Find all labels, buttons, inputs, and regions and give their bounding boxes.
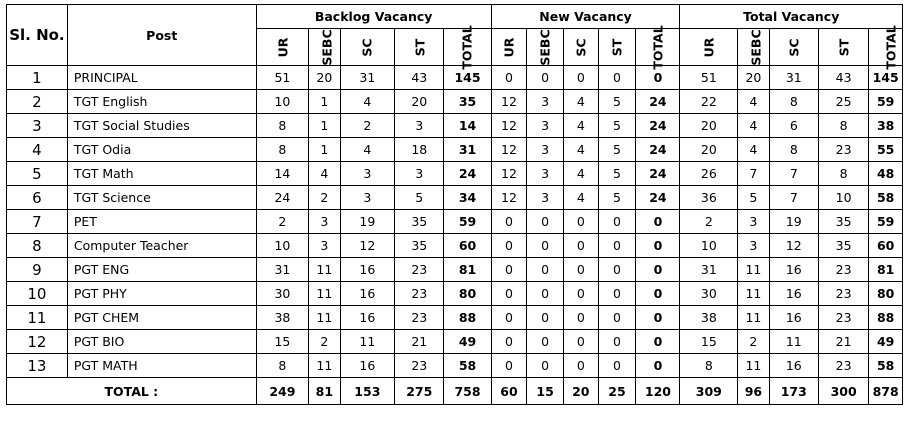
value-cell-b-sc: 16 bbox=[340, 282, 395, 306]
sub-header-label: SEBC bbox=[537, 28, 553, 66]
sub-header-label: UR bbox=[701, 37, 717, 57]
total-cell-n-sebc: 15 bbox=[527, 378, 564, 405]
post-cell: PRINCIPAL bbox=[67, 66, 256, 90]
value-cell-b-total: 80 bbox=[444, 282, 491, 306]
total-cell-t-sebc: 96 bbox=[738, 378, 769, 405]
value-cell-t-total: 48 bbox=[869, 162, 903, 186]
value-cell-b-sebc: 11 bbox=[309, 354, 340, 378]
post-cell: PGT BIO bbox=[67, 330, 256, 354]
value-cell-t-sc: 19 bbox=[769, 210, 818, 234]
value-cell-t-sc: 16 bbox=[769, 354, 818, 378]
value-cell-t-total: 58 bbox=[869, 354, 903, 378]
value-cell-t-sebc: 3 bbox=[738, 234, 769, 258]
value-cell-n-sc: 0 bbox=[563, 354, 598, 378]
post-cell: TGT Math bbox=[67, 162, 256, 186]
post-cell: PET bbox=[67, 210, 256, 234]
total-cell-n-st: 25 bbox=[598, 378, 636, 405]
value-cell-t-total: 60 bbox=[869, 234, 903, 258]
value-cell-n-total: 0 bbox=[636, 306, 680, 330]
total-cell-n-sc: 20 bbox=[563, 378, 598, 405]
value-cell-n-st: 0 bbox=[598, 258, 636, 282]
sub-header-n-sebc bbox=[527, 29, 564, 66]
value-cell-n-sebc: 0 bbox=[527, 306, 564, 330]
sub-header-n-total bbox=[636, 24, 680, 70]
value-cell-b-ur: 38 bbox=[256, 306, 308, 330]
value-cell-t-sc: 16 bbox=[769, 306, 818, 330]
value-cell-b-st: 43 bbox=[395, 66, 444, 90]
value-cell-b-st: 5 bbox=[395, 186, 444, 210]
value-cell-t-ur: 20 bbox=[680, 114, 738, 138]
sl-no-cell: 8 bbox=[7, 234, 68, 258]
sl-no-header: Sl. No. bbox=[7, 5, 68, 66]
table-row bbox=[7, 90, 903, 114]
value-cell-b-ur: 15 bbox=[256, 330, 308, 354]
value-cell-b-ur: 8 bbox=[256, 138, 308, 162]
value-cell-b-sebc: 20 bbox=[309, 66, 340, 90]
value-cell-b-total: 60 bbox=[444, 234, 491, 258]
total-cell-t-total: 878 bbox=[869, 378, 903, 405]
value-cell-t-ur: 2 bbox=[680, 210, 738, 234]
table-row bbox=[7, 66, 903, 90]
value-cell-t-st: 23 bbox=[818, 354, 868, 378]
value-cell-n-st: 5 bbox=[598, 138, 636, 162]
value-cell-t-sebc: 3 bbox=[738, 210, 769, 234]
value-cell-b-st: 3 bbox=[395, 114, 444, 138]
value-cell-t-sebc: 11 bbox=[738, 282, 769, 306]
value-cell-b-total: 145 bbox=[444, 66, 491, 90]
value-cell-b-total: 35 bbox=[444, 90, 491, 114]
value-cell-b-st: 23 bbox=[395, 258, 444, 282]
post-cell: PGT CHEM bbox=[67, 306, 256, 330]
value-cell-n-sc: 4 bbox=[563, 90, 598, 114]
total-cell-t-st: 300 bbox=[818, 378, 868, 405]
value-cell-n-sc: 0 bbox=[563, 210, 598, 234]
value-cell-n-ur: 12 bbox=[491, 114, 527, 138]
sub-header-b-st bbox=[395, 29, 444, 66]
value-cell-b-sebc: 1 bbox=[309, 138, 340, 162]
sub-header-label: ST bbox=[609, 38, 625, 56]
value-cell-n-st: 5 bbox=[598, 114, 636, 138]
value-cell-n-sebc: 3 bbox=[527, 90, 564, 114]
value-cell-n-sebc: 0 bbox=[527, 282, 564, 306]
value-cell-n-ur: 0 bbox=[491, 330, 527, 354]
value-cell-t-sc: 16 bbox=[769, 258, 818, 282]
value-cell-b-st: 23 bbox=[395, 282, 444, 306]
vacancy-table bbox=[6, 4, 903, 405]
post-cell: TGT Odia bbox=[67, 138, 256, 162]
total-row bbox=[7, 378, 903, 405]
value-cell-t-sebc: 4 bbox=[738, 90, 769, 114]
value-cell-t-sc: 7 bbox=[769, 186, 818, 210]
value-cell-t-ur: 31 bbox=[680, 258, 738, 282]
sub-header-label: TOTAL bbox=[460, 24, 476, 70]
value-cell-n-ur: 0 bbox=[491, 354, 527, 378]
table-row bbox=[7, 210, 903, 234]
value-cell-b-sebc: 11 bbox=[309, 258, 340, 282]
sub-header-n-ur bbox=[491, 29, 527, 66]
table-row bbox=[7, 306, 903, 330]
value-cell-n-total: 24 bbox=[636, 138, 680, 162]
value-cell-b-st: 18 bbox=[395, 138, 444, 162]
value-cell-n-st: 0 bbox=[598, 354, 636, 378]
sub-header-label: TOTAL bbox=[651, 24, 667, 70]
post-cell: TGT Social Studies bbox=[67, 114, 256, 138]
value-cell-b-sebc: 4 bbox=[309, 162, 340, 186]
table-row bbox=[7, 330, 903, 354]
sub-header-label: SC bbox=[573, 37, 589, 57]
value-cell-b-st: 23 bbox=[395, 306, 444, 330]
value-cell-b-ur: 51 bbox=[256, 66, 308, 90]
value-cell-n-ur: 0 bbox=[491, 210, 527, 234]
sl-no-cell: 4 bbox=[7, 138, 68, 162]
backlog-vacancy-header: Backlog Vacancy bbox=[256, 5, 491, 29]
value-cell-t-ur: 51 bbox=[680, 66, 738, 90]
value-cell-t-total: 58 bbox=[869, 186, 903, 210]
value-cell-n-sc: 0 bbox=[563, 234, 598, 258]
value-cell-t-total: 80 bbox=[869, 282, 903, 306]
table-row bbox=[7, 186, 903, 210]
total-cell-n-total: 120 bbox=[636, 378, 680, 405]
value-cell-t-sebc: 4 bbox=[738, 114, 769, 138]
value-cell-t-st: 8 bbox=[818, 114, 868, 138]
value-cell-t-st: 25 bbox=[818, 90, 868, 114]
value-cell-n-sc: 0 bbox=[563, 258, 598, 282]
post-cell: PGT PHY bbox=[67, 282, 256, 306]
value-cell-n-total: 0 bbox=[636, 66, 680, 90]
value-cell-n-total: 0 bbox=[636, 258, 680, 282]
value-cell-b-sc: 16 bbox=[340, 306, 395, 330]
value-cell-t-ur: 26 bbox=[680, 162, 738, 186]
value-cell-b-total: 59 bbox=[444, 210, 491, 234]
value-cell-t-sc: 7 bbox=[769, 162, 818, 186]
value-cell-n-sc: 4 bbox=[563, 186, 598, 210]
value-cell-n-ur: 12 bbox=[491, 162, 527, 186]
value-cell-n-sebc: 0 bbox=[527, 330, 564, 354]
sub-header-b-ur bbox=[256, 29, 308, 66]
sub-header-n-sc bbox=[563, 29, 598, 66]
value-cell-t-st: 8 bbox=[818, 162, 868, 186]
table-row bbox=[7, 234, 903, 258]
value-cell-b-total: 49 bbox=[444, 330, 491, 354]
value-cell-b-sc: 2 bbox=[340, 114, 395, 138]
value-cell-t-sebc: 2 bbox=[738, 330, 769, 354]
value-cell-n-sebc: 3 bbox=[527, 186, 564, 210]
sub-header-label: SEBC bbox=[319, 28, 335, 66]
value-cell-b-st: 21 bbox=[395, 330, 444, 354]
post-cell: Computer Teacher bbox=[67, 234, 256, 258]
total-cell-n-ur: 60 bbox=[491, 378, 527, 405]
value-cell-b-sebc: 3 bbox=[309, 210, 340, 234]
value-cell-b-sebc: 2 bbox=[309, 330, 340, 354]
value-cell-n-total: 24 bbox=[636, 186, 680, 210]
value-cell-b-sebc: 11 bbox=[309, 282, 340, 306]
value-cell-n-sebc: 0 bbox=[527, 234, 564, 258]
sub-header-t-sebc bbox=[738, 29, 769, 66]
sub-header-label: SEBC bbox=[748, 28, 764, 66]
total-cell-t-ur: 309 bbox=[680, 378, 738, 405]
value-cell-t-total: 38 bbox=[869, 114, 903, 138]
value-cell-t-total: 145 bbox=[869, 66, 903, 90]
value-cell-b-ur: 10 bbox=[256, 234, 308, 258]
value-cell-n-sc: 0 bbox=[563, 66, 598, 90]
value-cell-b-ur: 14 bbox=[256, 162, 308, 186]
value-cell-b-sc: 3 bbox=[340, 162, 395, 186]
value-cell-n-total: 24 bbox=[636, 162, 680, 186]
value-cell-n-total: 0 bbox=[636, 330, 680, 354]
value-cell-b-total: 81 bbox=[444, 258, 491, 282]
value-cell-n-total: 0 bbox=[636, 234, 680, 258]
value-cell-n-sc: 4 bbox=[563, 114, 598, 138]
table-body bbox=[7, 66, 903, 405]
sl-no-cell: 3 bbox=[7, 114, 68, 138]
value-cell-n-sc: 0 bbox=[563, 282, 598, 306]
value-cell-b-total: 24 bbox=[444, 162, 491, 186]
value-cell-b-st: 35 bbox=[395, 210, 444, 234]
total-cell-b-st: 275 bbox=[395, 378, 444, 405]
value-cell-n-sc: 0 bbox=[563, 330, 598, 354]
value-cell-t-sebc: 11 bbox=[738, 354, 769, 378]
post-cell: TGT Science bbox=[67, 186, 256, 210]
value-cell-n-total: 24 bbox=[636, 90, 680, 114]
sub-header-t-sc bbox=[769, 29, 818, 66]
value-cell-t-st: 43 bbox=[818, 66, 868, 90]
value-cell-t-ur: 15 bbox=[680, 330, 738, 354]
value-cell-n-ur: 0 bbox=[491, 234, 527, 258]
value-cell-n-total: 24 bbox=[636, 114, 680, 138]
value-cell-b-total: 34 bbox=[444, 186, 491, 210]
sub-header-label: SC bbox=[786, 37, 802, 57]
value-cell-b-total: 14 bbox=[444, 114, 491, 138]
new-vacancy-header: New Vacancy bbox=[491, 5, 680, 29]
value-cell-b-st: 3 bbox=[395, 162, 444, 186]
sl-no-cell: 10 bbox=[7, 282, 68, 306]
sl-no-cell: 2 bbox=[7, 90, 68, 114]
post-cell: PGT MATH bbox=[67, 354, 256, 378]
total-cell-b-sc: 153 bbox=[340, 378, 395, 405]
value-cell-n-ur: 0 bbox=[491, 282, 527, 306]
value-cell-n-sebc: 3 bbox=[527, 138, 564, 162]
value-cell-t-ur: 36 bbox=[680, 186, 738, 210]
value-cell-t-ur: 38 bbox=[680, 306, 738, 330]
value-cell-n-st: 0 bbox=[598, 210, 636, 234]
sl-no-cell: 11 bbox=[7, 306, 68, 330]
value-cell-t-sebc: 5 bbox=[738, 186, 769, 210]
value-cell-n-sebc: 3 bbox=[527, 114, 564, 138]
value-cell-n-st: 0 bbox=[598, 330, 636, 354]
value-cell-b-st: 23 bbox=[395, 354, 444, 378]
value-cell-n-sebc: 0 bbox=[527, 210, 564, 234]
value-cell-n-st: 0 bbox=[598, 306, 636, 330]
table-row bbox=[7, 258, 903, 282]
value-cell-t-sc: 8 bbox=[769, 138, 818, 162]
sub-header-label: TOTAL bbox=[883, 24, 899, 70]
value-cell-t-ur: 10 bbox=[680, 234, 738, 258]
value-cell-n-st: 5 bbox=[598, 186, 636, 210]
value-cell-t-st: 23 bbox=[818, 138, 868, 162]
value-cell-n-total: 0 bbox=[636, 354, 680, 378]
table-row bbox=[7, 354, 903, 378]
value-cell-b-sc: 12 bbox=[340, 234, 395, 258]
table-row bbox=[7, 162, 903, 186]
value-cell-b-total: 88 bbox=[444, 306, 491, 330]
total-cell-t-sc: 173 bbox=[769, 378, 818, 405]
value-cell-n-sc: 4 bbox=[563, 162, 598, 186]
table-row bbox=[7, 114, 903, 138]
value-cell-b-ur: 30 bbox=[256, 282, 308, 306]
value-cell-t-total: 55 bbox=[869, 138, 903, 162]
table-row bbox=[7, 138, 903, 162]
value-cell-n-sc: 0 bbox=[563, 306, 598, 330]
value-cell-b-sc: 31 bbox=[340, 66, 395, 90]
sl-no-cell: 6 bbox=[7, 186, 68, 210]
value-cell-b-st: 20 bbox=[395, 90, 444, 114]
value-cell-n-st: 0 bbox=[598, 234, 636, 258]
value-cell-t-sebc: 7 bbox=[738, 162, 769, 186]
value-cell-n-total: 0 bbox=[636, 282, 680, 306]
value-cell-b-sebc: 3 bbox=[309, 234, 340, 258]
value-cell-b-total: 58 bbox=[444, 354, 491, 378]
value-cell-t-sebc: 20 bbox=[738, 66, 769, 90]
value-cell-b-ur: 31 bbox=[256, 258, 308, 282]
value-cell-t-sc: 8 bbox=[769, 90, 818, 114]
sub-header-label: ST bbox=[411, 38, 427, 56]
value-cell-n-st: 0 bbox=[598, 66, 636, 90]
value-cell-b-sebc: 11 bbox=[309, 306, 340, 330]
sub-header-label: SC bbox=[359, 37, 375, 57]
value-cell-b-sc: 3 bbox=[340, 186, 395, 210]
value-cell-n-ur: 12 bbox=[491, 90, 527, 114]
value-cell-b-sebc: 1 bbox=[309, 90, 340, 114]
value-cell-t-ur: 22 bbox=[680, 90, 738, 114]
value-cell-n-ur: 0 bbox=[491, 66, 527, 90]
value-cell-b-sebc: 2 bbox=[309, 186, 340, 210]
total-vacancy-header: Total Vacancy bbox=[680, 5, 903, 29]
value-cell-t-st: 35 bbox=[818, 234, 868, 258]
value-cell-t-st: 23 bbox=[818, 282, 868, 306]
value-cell-n-total: 0 bbox=[636, 210, 680, 234]
value-cell-t-st: 10 bbox=[818, 186, 868, 210]
value-cell-t-sebc: 4 bbox=[738, 138, 769, 162]
value-cell-n-sebc: 3 bbox=[527, 162, 564, 186]
value-cell-n-sebc: 0 bbox=[527, 66, 564, 90]
value-cell-b-sc: 16 bbox=[340, 258, 395, 282]
value-cell-n-sebc: 0 bbox=[527, 354, 564, 378]
value-cell-n-ur: 12 bbox=[491, 138, 527, 162]
value-cell-n-ur: 12 bbox=[491, 186, 527, 210]
value-cell-t-total: 59 bbox=[869, 90, 903, 114]
value-cell-t-total: 88 bbox=[869, 306, 903, 330]
header-group-row bbox=[7, 5, 903, 29]
value-cell-n-st: 5 bbox=[598, 162, 636, 186]
value-cell-t-sc: 6 bbox=[769, 114, 818, 138]
value-cell-b-sc: 16 bbox=[340, 354, 395, 378]
value-cell-t-ur: 30 bbox=[680, 282, 738, 306]
value-cell-t-total: 49 bbox=[869, 330, 903, 354]
sl-no-cell: 12 bbox=[7, 330, 68, 354]
sub-header-n-st bbox=[598, 29, 636, 66]
sl-no-cell: 1 bbox=[7, 66, 68, 90]
value-cell-n-ur: 0 bbox=[491, 306, 527, 330]
sl-no-cell: 13 bbox=[7, 354, 68, 378]
value-cell-b-ur: 2 bbox=[256, 210, 308, 234]
value-cell-n-st: 0 bbox=[598, 282, 636, 306]
sub-header-t-st bbox=[818, 29, 868, 66]
sub-header-label: ST bbox=[836, 38, 852, 56]
value-cell-b-ur: 8 bbox=[256, 114, 308, 138]
value-cell-t-st: 21 bbox=[818, 330, 868, 354]
value-cell-t-sc: 31 bbox=[769, 66, 818, 90]
value-cell-b-sebc: 1 bbox=[309, 114, 340, 138]
value-cell-b-ur: 10 bbox=[256, 90, 308, 114]
value-cell-b-ur: 24 bbox=[256, 186, 308, 210]
value-cell-t-ur: 8 bbox=[680, 354, 738, 378]
value-cell-t-ur: 20 bbox=[680, 138, 738, 162]
value-cell-t-total: 59 bbox=[869, 210, 903, 234]
value-cell-t-sc: 16 bbox=[769, 282, 818, 306]
value-cell-n-sebc: 0 bbox=[527, 258, 564, 282]
value-cell-t-sebc: 11 bbox=[738, 258, 769, 282]
sub-header-b-total bbox=[444, 24, 491, 70]
post-cell: TGT English bbox=[67, 90, 256, 114]
sub-header-label: UR bbox=[274, 37, 290, 57]
sl-no-cell: 5 bbox=[7, 162, 68, 186]
table-row bbox=[7, 282, 903, 306]
value-cell-b-sc: 4 bbox=[340, 90, 395, 114]
post-cell: PGT ENG bbox=[67, 258, 256, 282]
sub-header-t-ur bbox=[680, 29, 738, 66]
value-cell-t-st: 35 bbox=[818, 210, 868, 234]
value-cell-t-st: 23 bbox=[818, 258, 868, 282]
sub-header-b-sc bbox=[340, 29, 395, 66]
total-cell-b-ur: 249 bbox=[256, 378, 308, 405]
sub-header-label: UR bbox=[501, 37, 517, 57]
sl-no-cell: 9 bbox=[7, 258, 68, 282]
value-cell-t-sc: 12 bbox=[769, 234, 818, 258]
value-cell-n-sc: 4 bbox=[563, 138, 598, 162]
value-cell-n-ur: 0 bbox=[491, 258, 527, 282]
sl-no-cell: 7 bbox=[7, 210, 68, 234]
sub-header-b-sebc bbox=[309, 29, 340, 66]
value-cell-b-total: 31 bbox=[444, 138, 491, 162]
value-cell-b-sc: 4 bbox=[340, 138, 395, 162]
value-cell-b-sc: 19 bbox=[340, 210, 395, 234]
value-cell-t-sebc: 11 bbox=[738, 306, 769, 330]
total-cell-b-sebc: 81 bbox=[309, 378, 340, 405]
sub-header-t-total bbox=[869, 24, 903, 70]
value-cell-t-total: 81 bbox=[869, 258, 903, 282]
value-cell-t-sc: 11 bbox=[769, 330, 818, 354]
value-cell-b-ur: 8 bbox=[256, 354, 308, 378]
value-cell-b-st: 35 bbox=[395, 234, 444, 258]
total-label: TOTAL : bbox=[7, 378, 257, 405]
post-header: Post bbox=[67, 5, 256, 66]
value-cell-b-sc: 11 bbox=[340, 330, 395, 354]
value-cell-n-st: 5 bbox=[598, 90, 636, 114]
total-cell-b-total: 758 bbox=[444, 378, 491, 405]
value-cell-t-st: 23 bbox=[818, 306, 868, 330]
